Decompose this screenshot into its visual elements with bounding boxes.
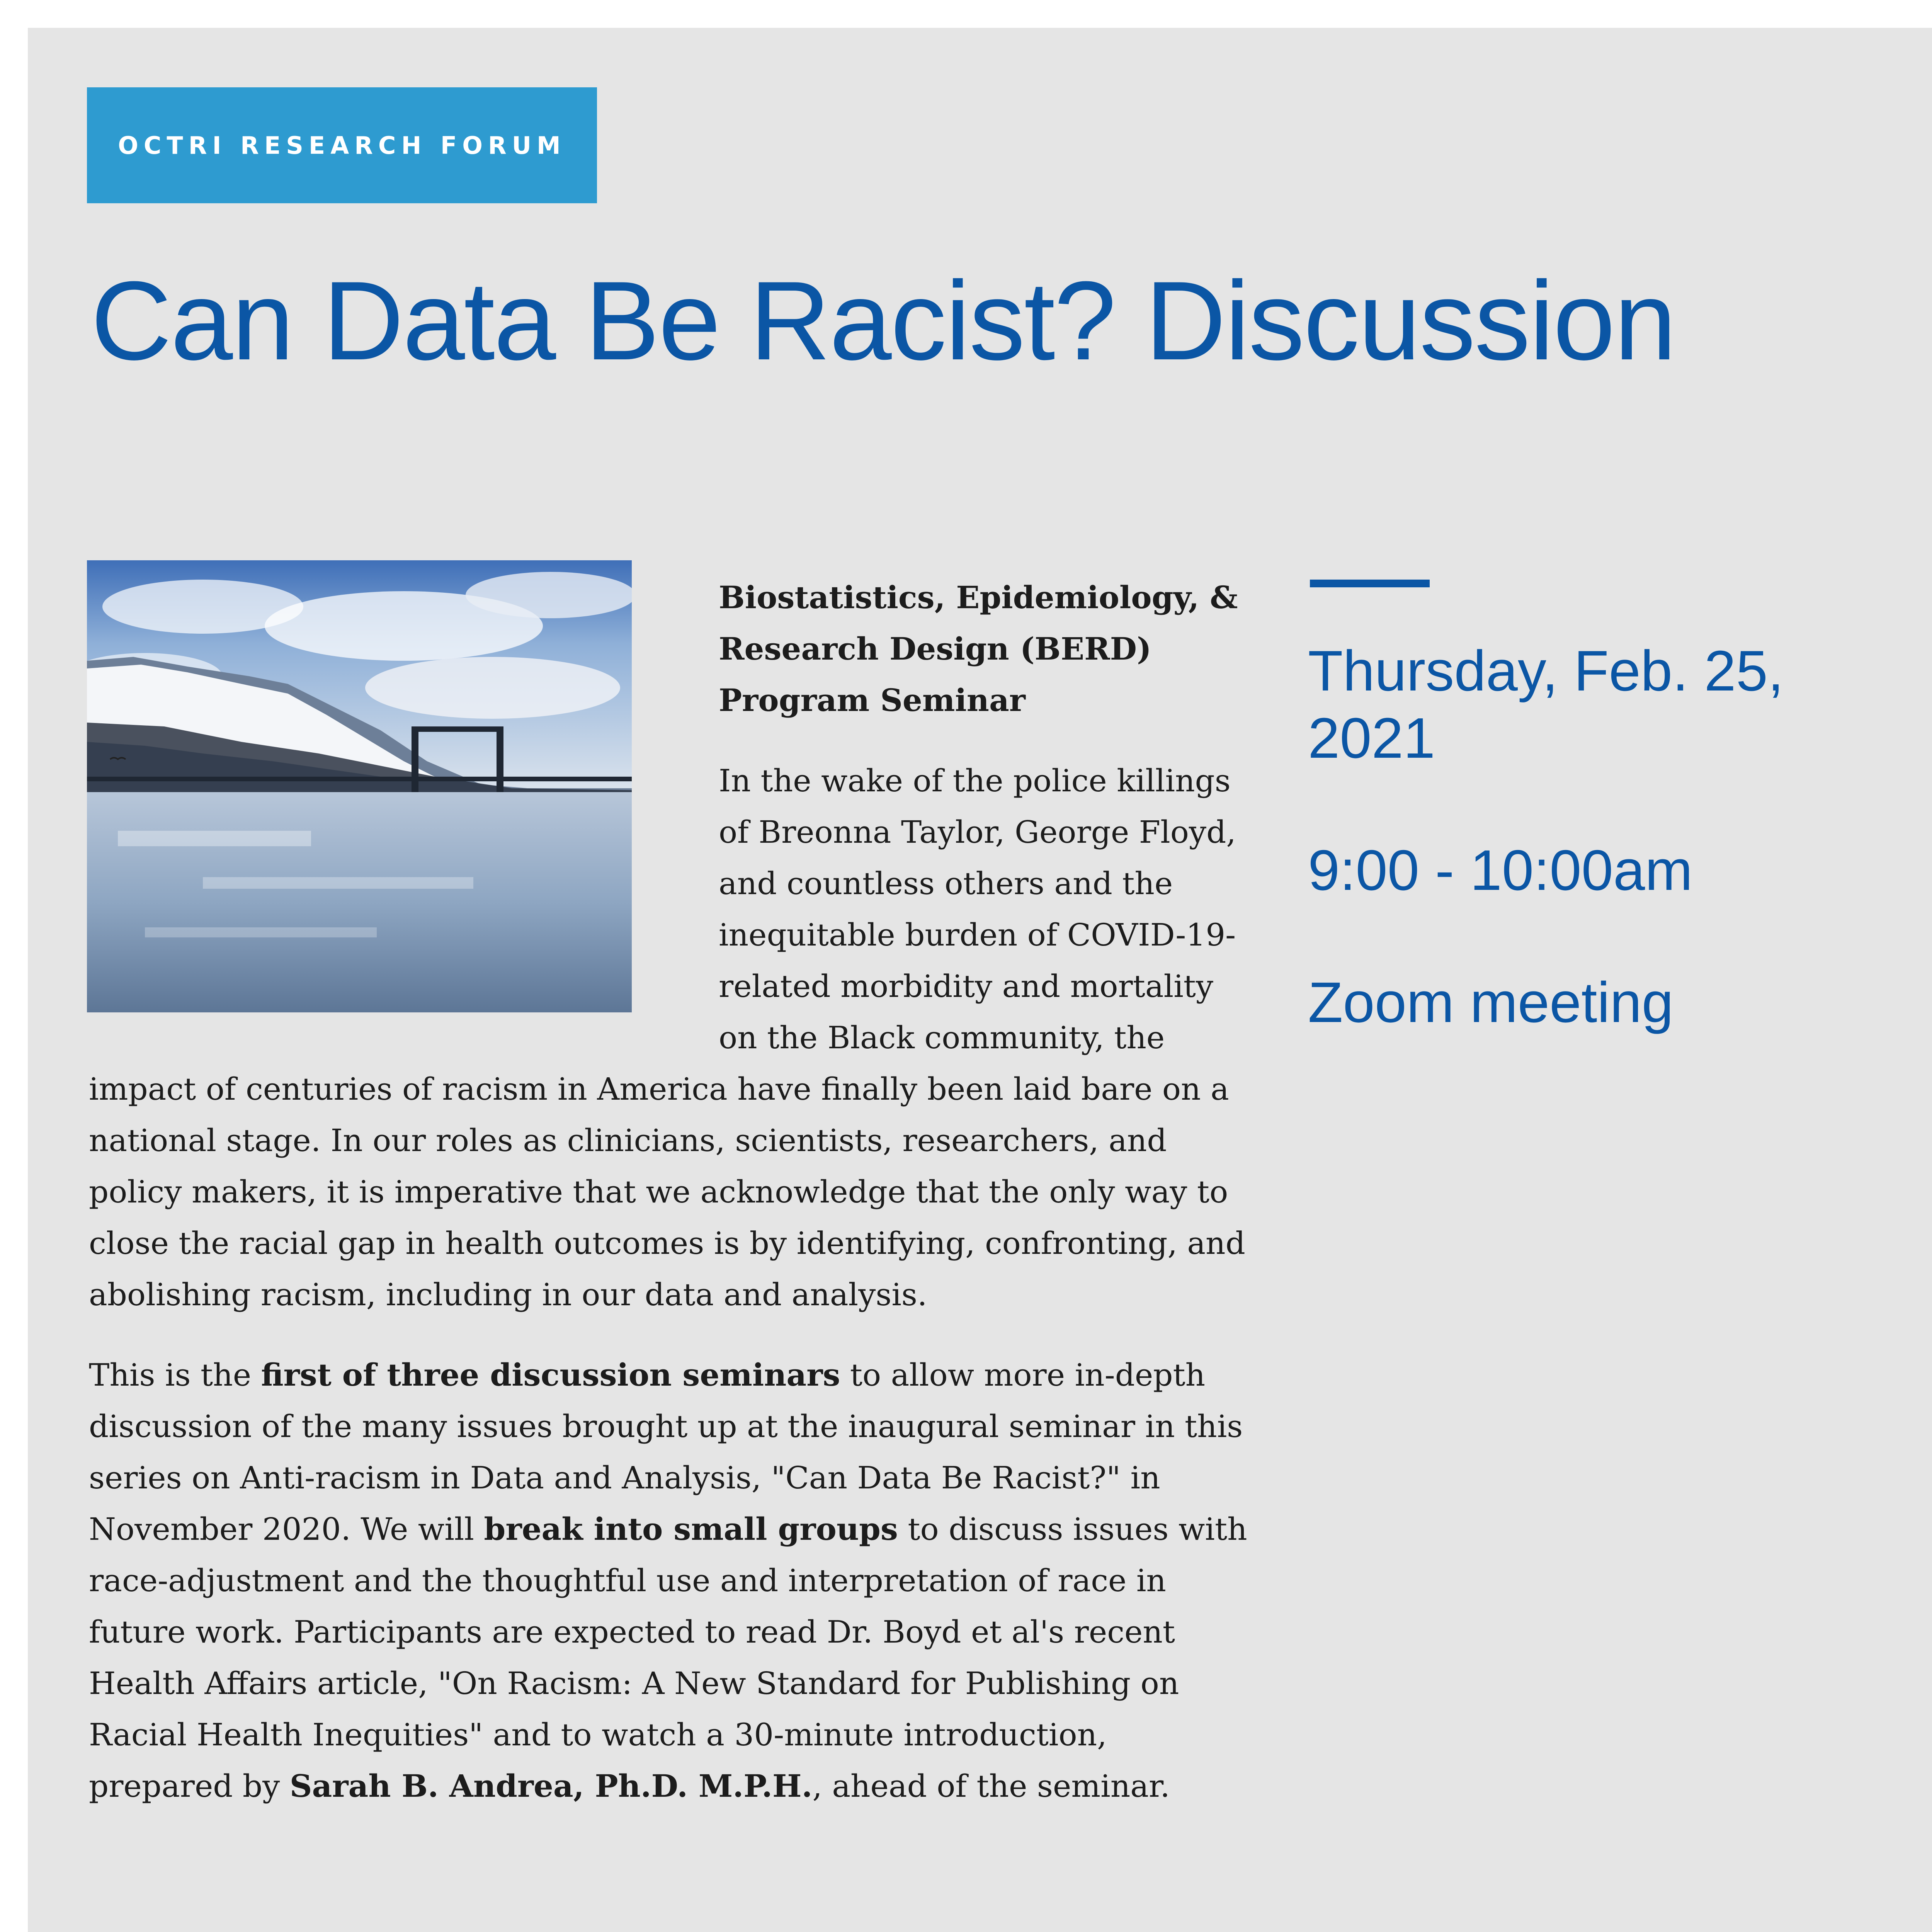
- program-subhead: Biostatistics, Epidemiology, & Research Design (BERD) Program Seminar: [719, 579, 1238, 718]
- para2-text-2: to allow more in-depth discussion of the many issues brought up at the inaugural seminar in this series on Anti-racism in Data and Analysis, "Can Data Be Racist?" in November 2020. We will: [89, 1357, 1243, 1547]
- event-details: [1308, 638, 1849, 1101]
- seminar-paragraph: [89, 1349, 1256, 1812]
- para2-bold-2: break into small groups: [484, 1511, 898, 1547]
- seminar-description: [89, 572, 1256, 1932]
- accent-rule: [1310, 580, 1430, 587]
- para2-text-3: to discuss issues with race-adjustment and the thoughtful use and interpretation of race in future work. Participants are expected to read Dr. Boyd et al's recent Health Affairs article, "On Racism: A New Standard for Publishing on Racial Health Inequities" and to watch a 30-minute introduction, prepared by: [89, 1511, 1247, 1804]
- event-date: Thursday, Feb. 25, 2021: [1308, 639, 1784, 770]
- page-title: Can Data Be Racist? Discussion: [91, 258, 1675, 383]
- forum-tag: OCTRI RESEARCH FORUM: [87, 87, 597, 203]
- intro-paragraph: In the wake of the police killings of Breonna Taylor, George Floyd, and countless others and the inequitable burden of COVID-19-related morbidity and mortality on the Black community, the impact of centuries of racism in America have finally been laid bare on a national stage. In our roles as clinicians, scientists, researchers, and policy makers, it is imperative that we acknowledge that the only way to close the racial gap in health outcomes is by identifying, confronting, and abolishing racism, including in our data and analysis.: [89, 763, 1245, 1313]
- photo-spacer: [89, 572, 719, 1036]
- event-time: 9:00 - 10:00am: [1308, 838, 1693, 902]
- para2-text-4: , ahead of the seminar.: [812, 1768, 1170, 1804]
- para2-bold-1: first of three discussion seminars: [261, 1357, 840, 1393]
- event-location: Zoom meeting: [1308, 971, 1673, 1034]
- para2-text-1: This is the: [89, 1357, 261, 1393]
- para2-bold-3: Sarah B. Andrea, Ph.D. M.P.H.: [289, 1768, 813, 1804]
